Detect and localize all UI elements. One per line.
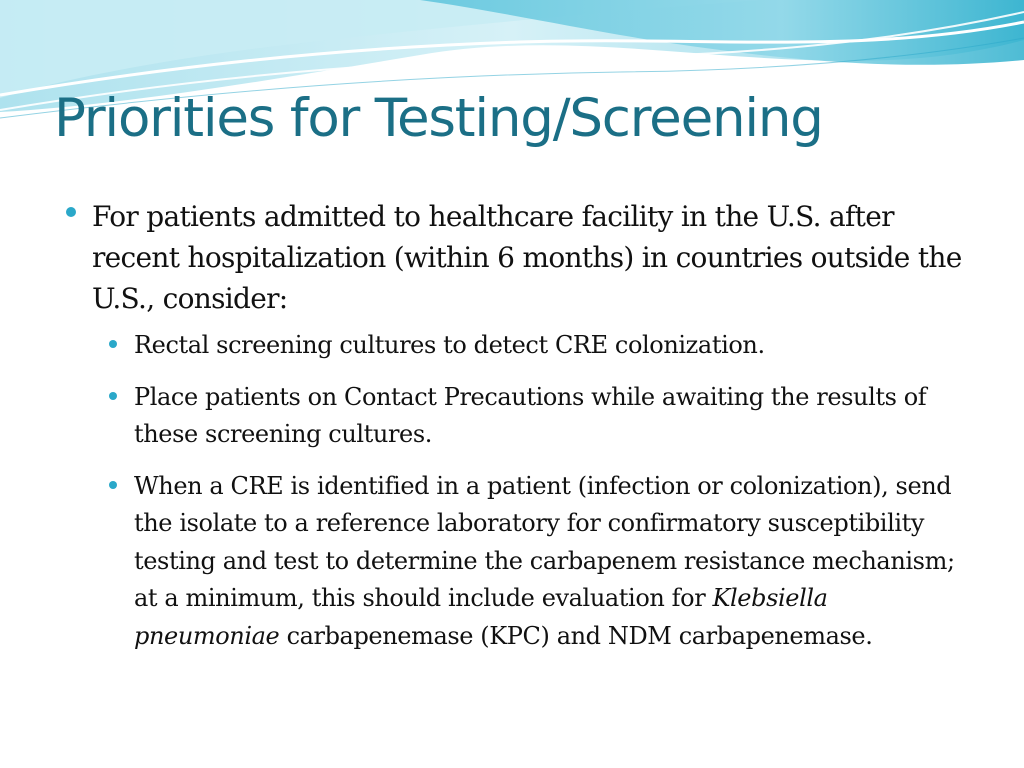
sub-bullet-text: Rectal screening cultures to detect CRE colonization. (134, 331, 765, 359)
bullet-dot-icon (66, 207, 76, 217)
slide-body (66, 196, 966, 669)
bullet-dot-icon (109, 340, 117, 348)
sub-bullet-item (106, 468, 966, 656)
sub-bullet-text-part: When a CRE is identified in a patient (infection or colonization), send the isolate to a reference laboratory for confirmatory susceptibility testing and test to determine the carbapenem resistance mechanism; at a minimum, this should include evaluation for (134, 471, 955, 612)
sub-bullet-item (106, 379, 966, 454)
bullet-dot-icon (109, 481, 117, 489)
slide-title: Priorities for Testing/Screening (54, 88, 823, 149)
organism-name-italic: Klebsiella pneumoniae (134, 584, 828, 650)
sub-bullet-text-part: carbapenemase (KPC) and NDM carbapenemase. (279, 621, 873, 650)
main-bullet-text: For patients admitted to healthcare facility in the U.S. after recent hospitalization (within 6 months) in countries outside the U.S., consider: (92, 200, 962, 315)
main-bullet-item (66, 196, 966, 319)
bullet-dot-icon (109, 392, 117, 400)
sub-bullet-list (66, 327, 966, 655)
sub-bullet-text: Place patients on Contact Precautions while awaiting the results of these screening cultures. (134, 382, 927, 448)
sub-bullet-item (106, 327, 966, 365)
